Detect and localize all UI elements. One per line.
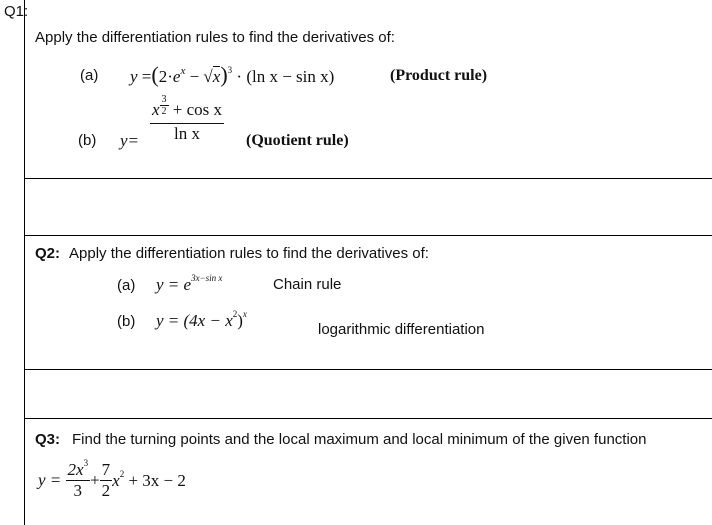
q1b-den: ln x — [150, 123, 224, 144]
q1a-e: e — [172, 67, 181, 86]
q2b-label: (b) — [117, 313, 136, 330]
q1-instruction: Apply the differentiation rules to find the derivatives of: — [35, 29, 395, 46]
q1-label: Q1: — [4, 3, 29, 20]
q2b-rule: logarithmic differentiation — [318, 321, 485, 338]
q3-tail-exp: 2 — [119, 468, 125, 479]
q1b-label: (b) — [78, 132, 97, 149]
q2a-rule: Chain rule — [273, 276, 342, 293]
q1a-label: (a) — [80, 67, 99, 84]
q3-f2-num: 7 — [101, 460, 111, 479]
q1b-rule: (Quotient rule) — [246, 132, 349, 149]
q3-instruction: Find the turning points and the local maximum and local minimum of the given function — [72, 431, 647, 448]
q1a-sqrt-x: x — [212, 67, 221, 86]
q1b-y: y= — [120, 131, 140, 150]
q1a-dot: · — [167, 67, 173, 86]
q1b-num-x: x — [152, 100, 160, 119]
q2a-base: y = e — [156, 275, 192, 294]
q3-tail-x: x — [112, 470, 120, 490]
q2b-main: y = (4x − x — [156, 311, 233, 330]
divider-3 — [24, 369, 712, 370]
q3-f2-den: 2 — [101, 481, 111, 500]
q1a-expression: $y =(2\cdot e^x - √x)^3 \cdot (\ln$ x − sin x) — [130, 62, 335, 87]
divider-1 — [24, 178, 712, 179]
q2b-expression — [156, 311, 247, 331]
q3-tail-rest: + 3x − 2 — [124, 470, 186, 490]
q3-f1-num: 2x — [67, 460, 84, 479]
q2a-label: (a) — [117, 277, 136, 294]
q2b-exp-x: x — [242, 309, 247, 319]
q1a-minus: − — [189, 67, 200, 86]
q2-instruction: Apply the differentiation rules to find the derivatives of: — [69, 245, 429, 262]
left-border — [24, 0, 25, 525]
q1a-two: 2 — [158, 67, 168, 86]
q1a-rule: (Product rule) — [390, 67, 488, 84]
q3-label: Q3: — [35, 431, 61, 448]
q1a-y: y — [130, 67, 138, 86]
q1a-e-exp: x — [180, 65, 186, 77]
q3-plus: + — [90, 470, 100, 490]
q2a-expression — [156, 275, 222, 295]
q1b-num-exp-top: 3 — [161, 94, 167, 105]
q1a-exp3: 3 — [227, 65, 233, 75]
q1a-eq: = — [141, 67, 152, 86]
q3-f1-num-exp: 3 — [83, 458, 89, 468]
q3-f1-den: 3 — [66, 480, 91, 501]
q2b-close: ) — [237, 311, 243, 330]
divider-4 — [24, 418, 712, 419]
q2b-exp2: 2 — [232, 309, 238, 319]
divider-2 — [24, 235, 712, 236]
q3-y-eq: y = — [38, 470, 62, 490]
q2-label: Q2: — [35, 245, 61, 262]
q1a-ln-part: (ln x − sin x) — [246, 67, 335, 86]
q1b-fraction — [150, 94, 224, 144]
q1b-num-exp-bot: 2 — [161, 106, 167, 117]
q3-expression — [38, 460, 186, 501]
q1b-num-rest: + cos x — [168, 100, 223, 119]
q2a-exp: 3x−sin x — [191, 273, 223, 283]
